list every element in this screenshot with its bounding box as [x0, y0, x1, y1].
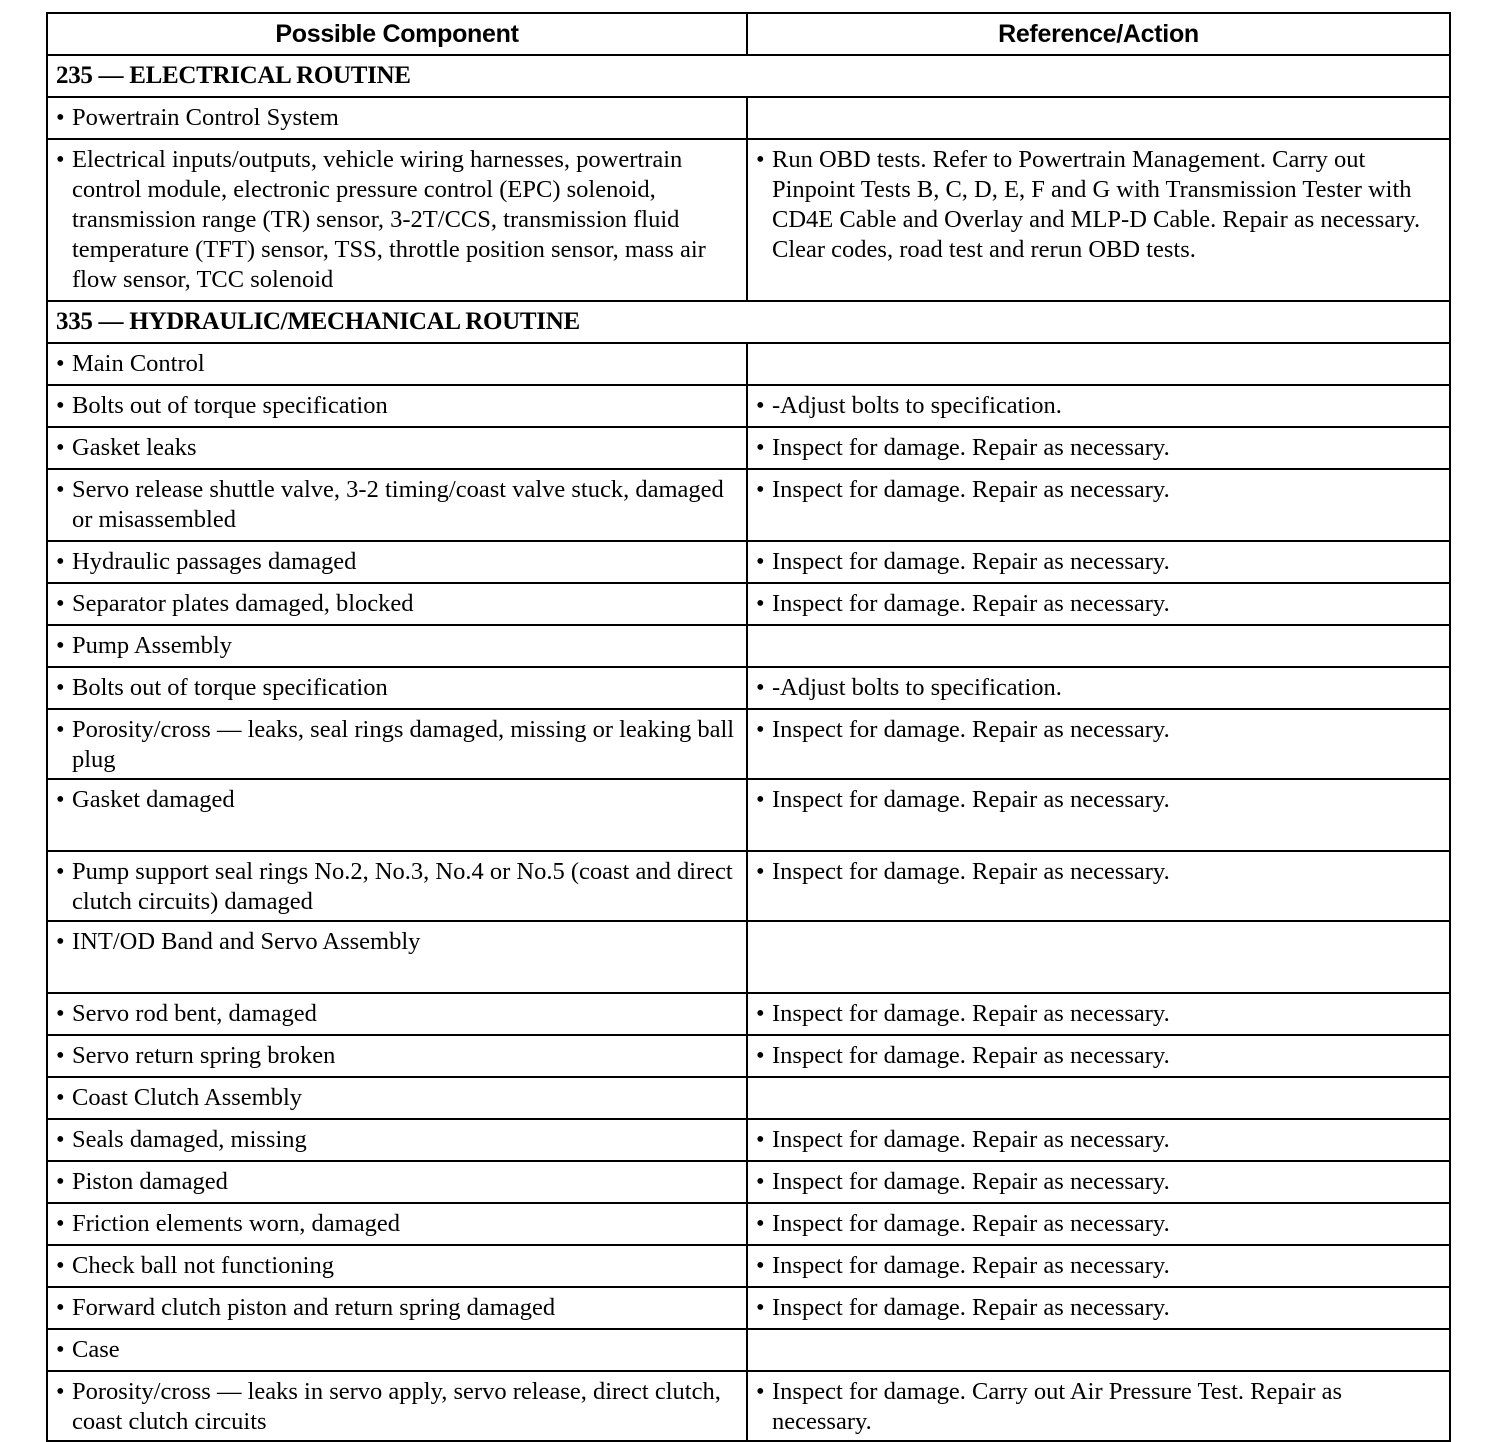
bullet-dot-icon: •	[56, 1378, 65, 1405]
component-text: Pump Assembly	[72, 632, 232, 659]
bullet-dot-icon: •	[56, 590, 65, 617]
component-text: INT/OD Band and Servo Assembly	[72, 928, 421, 955]
component-cell	[47, 921, 747, 993]
bullet-item	[756, 1167, 1439, 1197]
bullet-dot-icon: •	[56, 858, 65, 885]
bullet-dot-icon: •	[56, 146, 65, 173]
bullet-item	[56, 785, 736, 815]
bullet-dot-icon: •	[756, 786, 765, 813]
action-cell	[747, 541, 1450, 583]
bullet-item	[56, 1377, 736, 1437]
component-cell	[47, 385, 747, 427]
action-text: Inspect for damage. Repair as necessary.	[772, 1126, 1170, 1153]
bullet-dot-icon: •	[756, 716, 765, 743]
table-row	[47, 1329, 1450, 1371]
bullet-dot-icon: •	[756, 476, 765, 503]
header-possible-component: Possible Component	[47, 13, 747, 55]
bullet-item	[56, 103, 736, 133]
component-text: Servo return spring broken	[72, 1042, 336, 1069]
action-cell	[747, 921, 1450, 993]
component-text: Pump support seal rings No.2, No.3, No.4 or No.5 (coast and direct clutch circuits) damaged	[72, 858, 733, 915]
bullet-dot-icon: •	[56, 1126, 65, 1153]
bullet-item	[56, 1167, 736, 1197]
action-text: Inspect for damage. Repair as necessary.	[772, 1252, 1170, 1279]
bullet-item	[56, 857, 736, 917]
component-cell	[47, 583, 747, 625]
action-cell	[747, 1203, 1450, 1245]
action-text: Inspect for damage. Repair as necessary.	[772, 1000, 1170, 1027]
bullet-item	[56, 349, 736, 379]
component-text: Piston damaged	[72, 1168, 228, 1195]
action-cell	[747, 583, 1450, 625]
action-cell	[747, 625, 1450, 667]
bullet-item	[56, 1209, 736, 1239]
action-text: Inspect for damage. Repair as necessary.	[772, 858, 1170, 885]
bullet-item	[56, 1335, 736, 1365]
table-row	[47, 385, 1450, 427]
component-text: Seals damaged, missing	[72, 1126, 307, 1153]
action-cell	[747, 1119, 1450, 1161]
bullet-item	[756, 391, 1439, 421]
bullet-item	[56, 631, 736, 661]
bullet-dot-icon: •	[56, 392, 65, 419]
table-row	[47, 541, 1450, 583]
table-row	[47, 1119, 1450, 1161]
table-row	[47, 1287, 1450, 1329]
diagnostic-table	[46, 12, 1451, 1442]
action-text: Inspect for damage. Repair as necessary.	[772, 786, 1170, 813]
bullet-item	[56, 391, 736, 421]
component-text: Check ball not functioning	[72, 1252, 334, 1279]
table-row	[47, 1203, 1450, 1245]
bullet-item	[756, 433, 1439, 463]
bullet-dot-icon: •	[756, 590, 765, 617]
component-cell	[47, 1161, 747, 1203]
bullet-dot-icon: •	[56, 1042, 65, 1069]
component-text: Case	[72, 1336, 120, 1363]
bullet-dot-icon: •	[756, 858, 765, 885]
component-cell	[47, 993, 747, 1035]
component-cell	[47, 469, 747, 541]
bullet-dot-icon: •	[756, 1042, 765, 1069]
component-cell	[47, 97, 747, 139]
table-row	[47, 427, 1450, 469]
action-text: Inspect for damage. Repair as necessary.	[772, 548, 1170, 575]
bullet-dot-icon: •	[756, 1210, 765, 1237]
bullet-item	[756, 475, 1439, 505]
section-title: 335 — HYDRAULIC/MECHANICAL ROUTINE	[47, 301, 1450, 343]
action-cell	[747, 709, 1450, 779]
action-cell	[747, 667, 1450, 709]
table-row	[47, 1077, 1450, 1119]
component-text: Separator plates damaged, blocked	[72, 590, 414, 617]
action-text: Inspect for damage. Repair as necessary.	[772, 476, 1170, 503]
table-row	[47, 851, 1450, 921]
bullet-item	[56, 547, 736, 577]
action-cell	[747, 1161, 1450, 1203]
component-cell	[47, 541, 747, 583]
header-row	[47, 13, 1450, 55]
bullet-item	[56, 1293, 736, 1323]
component-cell	[47, 1371, 747, 1441]
bullet-item	[56, 433, 736, 463]
component-text: Gasket leaks	[72, 434, 197, 461]
bullet-item	[56, 1041, 736, 1071]
component-text: Servo release shuttle valve, 3-2 timing/coast valve stuck, damaged or misassembled	[72, 476, 724, 533]
bullet-dot-icon: •	[56, 1252, 65, 1279]
component-text: Servo rod bent, damaged	[72, 1000, 317, 1027]
bullet-dot-icon: •	[56, 1294, 65, 1321]
bullet-item	[756, 1293, 1439, 1323]
action-text: Inspect for damage. Repair as necessary.	[772, 1042, 1170, 1069]
bullet-dot-icon: •	[56, 786, 65, 813]
action-cell	[747, 1329, 1450, 1371]
bullet-item	[56, 475, 736, 535]
section-row	[47, 55, 1450, 97]
action-cell	[747, 1035, 1450, 1077]
action-text: Inspect for damage. Repair as necessary.	[772, 590, 1170, 617]
component-text: Powertrain Control System	[72, 104, 339, 131]
action-cell	[747, 97, 1450, 139]
bullet-item	[756, 999, 1439, 1029]
bullet-dot-icon: •	[56, 1168, 65, 1195]
bullet-dot-icon: •	[756, 1126, 765, 1153]
component-text: Bolts out of torque specification	[72, 392, 388, 419]
component-text: Coast Clutch Assembly	[72, 1084, 303, 1111]
table-row	[47, 625, 1450, 667]
component-cell	[47, 1035, 747, 1077]
component-cell	[47, 1329, 747, 1371]
action-cell	[747, 779, 1450, 851]
action-text: Inspect for damage. Carry out Air Pressure Test. Repair as necessary.	[772, 1378, 1343, 1435]
table-row	[47, 779, 1450, 851]
component-text: Electrical inputs/outputs, vehicle wiring harnesses, powertrain control module, electronic pressure control (EPC) solenoid, transmission range (TR) sensor, 3-2T/CCS, transmission fluid temperature (TFT) sensor, TSS, throttle position sensor, mass air flow sensor, TCC solenoid	[72, 146, 706, 293]
component-text: Bolts out of torque specification	[72, 674, 388, 701]
component-cell	[47, 1119, 747, 1161]
bullet-item	[756, 1377, 1439, 1437]
bullet-item	[756, 1041, 1439, 1071]
section-row	[47, 301, 1450, 343]
bullet-item	[756, 1209, 1439, 1239]
bullet-dot-icon: •	[56, 1210, 65, 1237]
component-cell	[47, 1077, 747, 1119]
table-row	[47, 97, 1450, 139]
component-cell	[47, 1287, 747, 1329]
component-cell	[47, 427, 747, 469]
bullet-dot-icon: •	[756, 1000, 765, 1027]
component-cell	[47, 779, 747, 851]
table-row	[47, 1035, 1450, 1077]
table-row	[47, 667, 1450, 709]
bullet-item	[56, 145, 736, 295]
bullet-dot-icon: •	[56, 350, 65, 377]
bullet-dot-icon: •	[56, 1000, 65, 1027]
section-title: 235 — ELECTRICAL ROUTINE	[47, 55, 1450, 97]
bullet-dot-icon: •	[756, 434, 765, 461]
bullet-item	[756, 1251, 1439, 1281]
action-text: Inspect for damage. Repair as necessary.	[772, 1210, 1170, 1237]
action-text: Inspect for damage. Repair as necessary.	[772, 1168, 1170, 1195]
bullet-dot-icon: •	[756, 1168, 765, 1195]
bullet-dot-icon: •	[56, 674, 65, 701]
bullet-item	[56, 673, 736, 703]
action-cell	[747, 1287, 1450, 1329]
bullet-dot-icon: •	[56, 632, 65, 659]
bullet-dot-icon: •	[756, 548, 765, 575]
component-cell	[47, 1245, 747, 1287]
bullet-dot-icon: •	[56, 548, 65, 575]
component-cell	[47, 139, 747, 301]
action-cell	[747, 851, 1450, 921]
bullet-dot-icon: •	[56, 1084, 65, 1111]
table-row	[47, 921, 1450, 993]
bullet-item	[756, 857, 1439, 887]
action-text: Inspect for damage. Repair as necessary.	[772, 434, 1170, 461]
bullet-dot-icon: •	[56, 476, 65, 503]
bullet-item	[56, 1083, 736, 1113]
action-text: Inspect for damage. Repair as necessary.	[772, 716, 1170, 743]
action-cell	[747, 469, 1450, 541]
action-cell	[747, 343, 1450, 385]
bullet-dot-icon: •	[56, 434, 65, 461]
component-cell	[47, 625, 747, 667]
component-text: Gasket damaged	[72, 786, 235, 813]
action-text: Inspect for damage. Repair as necessary.	[772, 1294, 1170, 1321]
component-text: Porosity/cross — leaks, seal rings damaged, missing or leaking ball plug	[72, 716, 735, 773]
action-cell	[747, 139, 1450, 301]
bullet-item	[56, 715, 736, 775]
action-cell	[747, 1245, 1450, 1287]
bullet-item	[756, 673, 1439, 703]
table-row	[47, 1245, 1450, 1287]
diagnostic-table-sheet	[46, 12, 1449, 1442]
action-cell	[747, 385, 1450, 427]
action-text: Run OBD tests. Refer to Powertrain Management. Carry out Pinpoint Tests B, C, D, E, F and G with Transmission Tester with CD4E Cable and Overlay and MLP-D Cable. Repair as necessary. Clear codes, road test and rerun OBD tests.	[772, 146, 1421, 263]
bullet-dot-icon: •	[756, 1378, 765, 1405]
bullet-item	[56, 927, 736, 957]
bullet-dot-icon: •	[756, 146, 765, 173]
bullet-dot-icon: •	[56, 928, 65, 955]
component-cell	[47, 343, 747, 385]
bullet-item	[756, 589, 1439, 619]
table-row	[47, 139, 1450, 301]
table-body	[47, 55, 1450, 1441]
bullet-item	[756, 145, 1439, 265]
bullet-dot-icon: •	[756, 674, 765, 701]
bullet-dot-icon: •	[756, 1252, 765, 1279]
table-row	[47, 583, 1450, 625]
action-text: -Adjust bolts to specification.	[772, 392, 1062, 419]
bullet-item	[756, 715, 1439, 745]
table-row	[47, 993, 1450, 1035]
component-cell	[47, 667, 747, 709]
component-cell	[47, 709, 747, 779]
bullet-dot-icon: •	[756, 1294, 765, 1321]
bullet-item	[56, 1251, 736, 1281]
bullet-item	[756, 547, 1439, 577]
bullet-dot-icon: •	[56, 716, 65, 743]
action-cell	[747, 993, 1450, 1035]
table-row	[47, 1161, 1450, 1203]
header-reference-action: Reference/Action	[747, 13, 1450, 55]
bullet-item	[756, 785, 1439, 815]
component-text: Friction elements worn, damaged	[72, 1210, 400, 1237]
component-text: Porosity/cross — leaks in servo apply, servo release, direct clutch, coast clutch circuits	[72, 1378, 721, 1435]
component-text: Main Control	[72, 350, 205, 377]
table-row	[47, 1371, 1450, 1441]
component-text: Forward clutch piston and return spring damaged	[72, 1294, 556, 1321]
action-text: -Adjust bolts to specification.	[772, 674, 1062, 701]
action-cell	[747, 427, 1450, 469]
table-row	[47, 709, 1450, 779]
bullet-dot-icon: •	[56, 1336, 65, 1363]
bullet-item	[56, 589, 736, 619]
bullet-item	[56, 999, 736, 1029]
action-cell	[747, 1371, 1450, 1441]
bullet-item	[56, 1125, 736, 1155]
table-row	[47, 469, 1450, 541]
bullet-dot-icon: •	[756, 392, 765, 419]
component-cell	[47, 1203, 747, 1245]
bullet-dot-icon: •	[56, 104, 65, 131]
bullet-item	[756, 1125, 1439, 1155]
component-text: Hydraulic passages damaged	[72, 548, 357, 575]
action-cell	[747, 1077, 1450, 1119]
component-cell	[47, 851, 747, 921]
table-row	[47, 343, 1450, 385]
